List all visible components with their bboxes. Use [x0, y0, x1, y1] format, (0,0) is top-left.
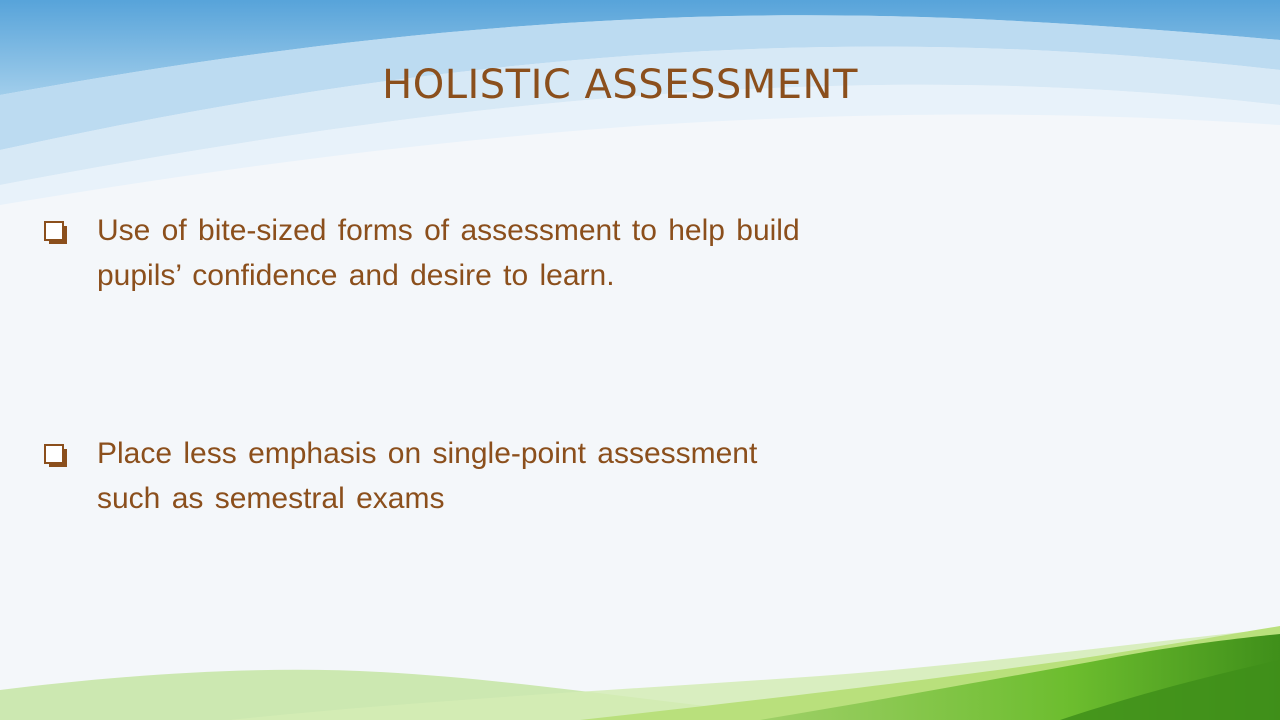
bullet-item [44, 208, 994, 298]
bullet-text: Place less emphasis on single-point assessment [97, 437, 758, 470]
checkbox-icon [44, 444, 64, 464]
bullet-text: Use of bite-sized forms of assessment to help build [97, 214, 800, 247]
bullet-item [44, 431, 994, 521]
grass-hills [0, 626, 1280, 720]
bullet-continuation-text: such as semestral exams [97, 482, 445, 515]
bullet-continuation-text: pupils’ confidence and desire to learn. [97, 259, 615, 292]
checkbox-icon [44, 221, 64, 241]
slide-title: HOLISTIC ASSESSMENT [382, 62, 858, 108]
bullet-first-line [44, 431, 994, 476]
bullet-first-line [44, 208, 994, 253]
